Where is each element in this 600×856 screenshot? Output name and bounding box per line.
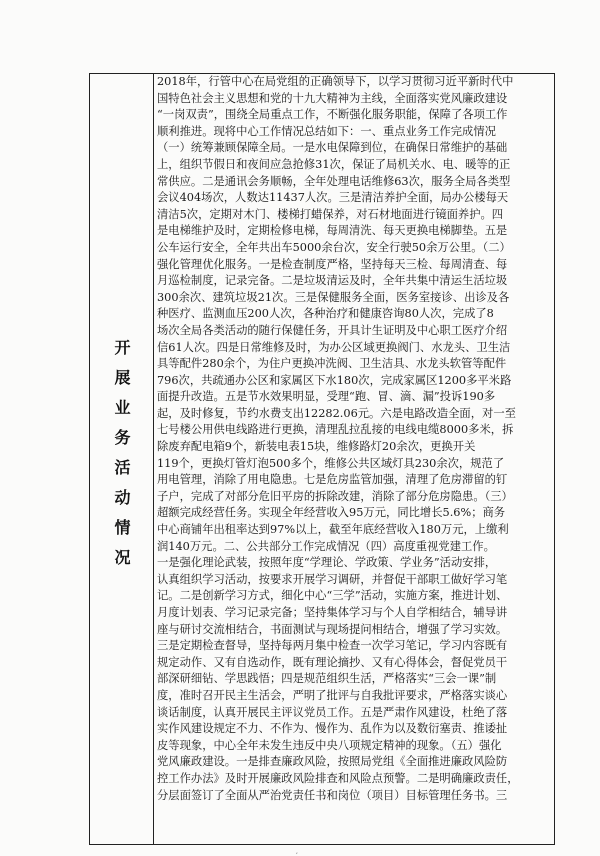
text-line: 皮等现象，中心全年未发生违反中央八项规定精神的现象。（五）强化 [157,738,502,752]
text-line: 清洁5次，定期对木门、楼梯打蜡保养，对石材地面进行镜面养护。四 [157,207,504,221]
text-line: （一）统筹兼顾保障全局。一是水电保障到位，在确保日常维护的基础 [157,141,508,155]
section-label: 开展业务活动情况 [112,339,131,579]
text-line: 国特色社会主义思想和党的十九大精神为主线，全面落实党风廉政建设 [157,91,508,105]
text-line: 三是定期检查督导，坚持每两月集中检查一次学习笔记，学习内容既有 [157,639,508,653]
text-line: 除废弃配电箱9个，新装电表15块，维修路灯20余次，更换开关 [157,440,476,454]
text-line: “一岗双责”，围绕全局重点工作，不断强化服务职能，保障了各项工作 [157,108,508,122]
text-line: 润140万元。二、公共部分工作完成情况（四）高度重视党建工作。 [157,539,495,553]
text-line: 用电管理，消除了用电隐患。七是危房监管加强，清理了危房滞留的钉 [157,473,508,487]
text-line: 认真组织学习活动，按要求开展学习调研，并督促干部职工做好学习笔 [157,572,508,586]
text-line: 119个，更换灯管灯泡500多个，维修公共区域灯具230余次，规范了 [157,456,505,470]
text-line: 场次全局各类活动的随行保健任务，开具计生证明及中心职工医疗介绍 [157,323,508,337]
row-header-cell [90,74,153,844]
text-line: 党风廉政建设。一是排查廉政风险，按照局党组《全面推进廉政风险防 [157,755,508,769]
content-cell [154,74,554,844]
text-line: 超额完成经营任务。实现全年经营收入95万元，同比增长5.6%；商务 [157,506,506,520]
text-line: 谈话制度，认真开展民主评议党员工作。五是严肃作风建设，杜绝了落 [157,705,508,719]
text-line: 七号楼公用供电线路进行更换，清理乱拉乱接的电线电缆8000多米，拆 [157,423,514,437]
page-mark: , [296,848,298,855]
text-line: 起，及时修复，节约水费支出12282.06元。六是电路改造全面，对一至 [157,406,516,420]
text-line: 月度计划表、学习记录完备；坚持集体学习与个人自学相结合，辅导讲 [157,606,508,619]
text-line: 会议404场次，人数达11437人次。三是清洁养护全面，局办公楼每天 [157,191,509,205]
text-line: 种医疗、监测血压200人次，各种治疗和健康咨询80人次，完成了8 [157,307,494,321]
text-line: 796次，共疏通办公区和家属区下水180次，完成家属区1200多平米路 [157,373,512,387]
text-line: 分层面签订了全面从严治党责任书和岗位（项目）目标管理任务书。三 [157,788,508,802]
text-line: 2018年，行管中心在局党组的正确领导下，以学习贯彻习近平新时代中 [157,75,514,88]
text-line: 规定动作、又有自选动作，既有理论摘抄、又有心得体会，督促党员干 [157,655,508,669]
text-line: 上，组织节假日和夜间应急抢修31次，保证了局机关水、电、暖等的正 [157,157,511,171]
text-line: 信61人次。四是日常维修及时，为办公区域更换阀门、水龙头、卫生洁 [157,340,511,354]
text-line: 部深研细钻、学思践悟；四是规范组织生活，严格落实“三会一课”制 [157,672,497,686]
text-line: 是电梯维护及时，定期检修电梯，每周清洗、每天更换电梯脚垫。五是 [157,224,508,238]
text-line: 中心商铺年出租率达到97%以上，截至年底经营收入180万元，上缴利 [157,523,509,537]
text-line: 度，准时召开民主生活会，严明了批评与自我批评要求，严格落实谈心 [157,688,508,702]
text-line: 控工作办法》及时开展廉政风险排查和风险点预警。二是明确廉政责任， [157,771,519,785]
text-line: 子户，完成了对部分危旧平房的拆除改建，消除了部分危房隐患。（三） [157,489,513,503]
text-line: 常供应。二是通讯会务顺畅，全年处理电话维修63次，服务全局各类型 [157,174,511,188]
report-table [89,73,555,845]
text-line: 公车运行安全，全年共出车5000余台次，安全行驶50余万公里。（二） [157,240,511,254]
text-line: 月巡检制度，记录完备。二是垃圾清运及时，全年共集中清运生活垃圾 [157,274,508,288]
text-line: 顺利推进。现将中心工作情况总结如下：一、重点业务工作完成情况 [157,124,496,138]
text-line: 面提升改造。五是节水效果明显，受理“跑、冒、滴、漏”投诉190多 [157,390,496,404]
text-line: 一是强化理论武装，按照年度“学理论、学政策、学业务”活动安排， [157,556,497,570]
text-line: 座与研讨交流相结合，书面测试与现场提问相结合，增强了学习实效。 [157,622,508,636]
text-line: 具等配件280余个，为住户更换冲洗阀、卫生洁具、水龙头软管等配件 [157,357,507,371]
text-line: 记。二是创新学习方式，细化中心“三学”活动，实施方案，推进计划、 [157,589,508,603]
text-line: 强化管理优化服务。一是检查制度严格，坚持每天三检、每周清查、每 [157,257,508,271]
text-line: 300余次、建筑垃圾21次。三是保健服务全面，医务室接诊、出诊及各 [157,290,510,304]
text-line: 实作风建设规定不力、不作为、慢作为、乱作为以及数衍塞责、推诿扯 [157,722,508,736]
